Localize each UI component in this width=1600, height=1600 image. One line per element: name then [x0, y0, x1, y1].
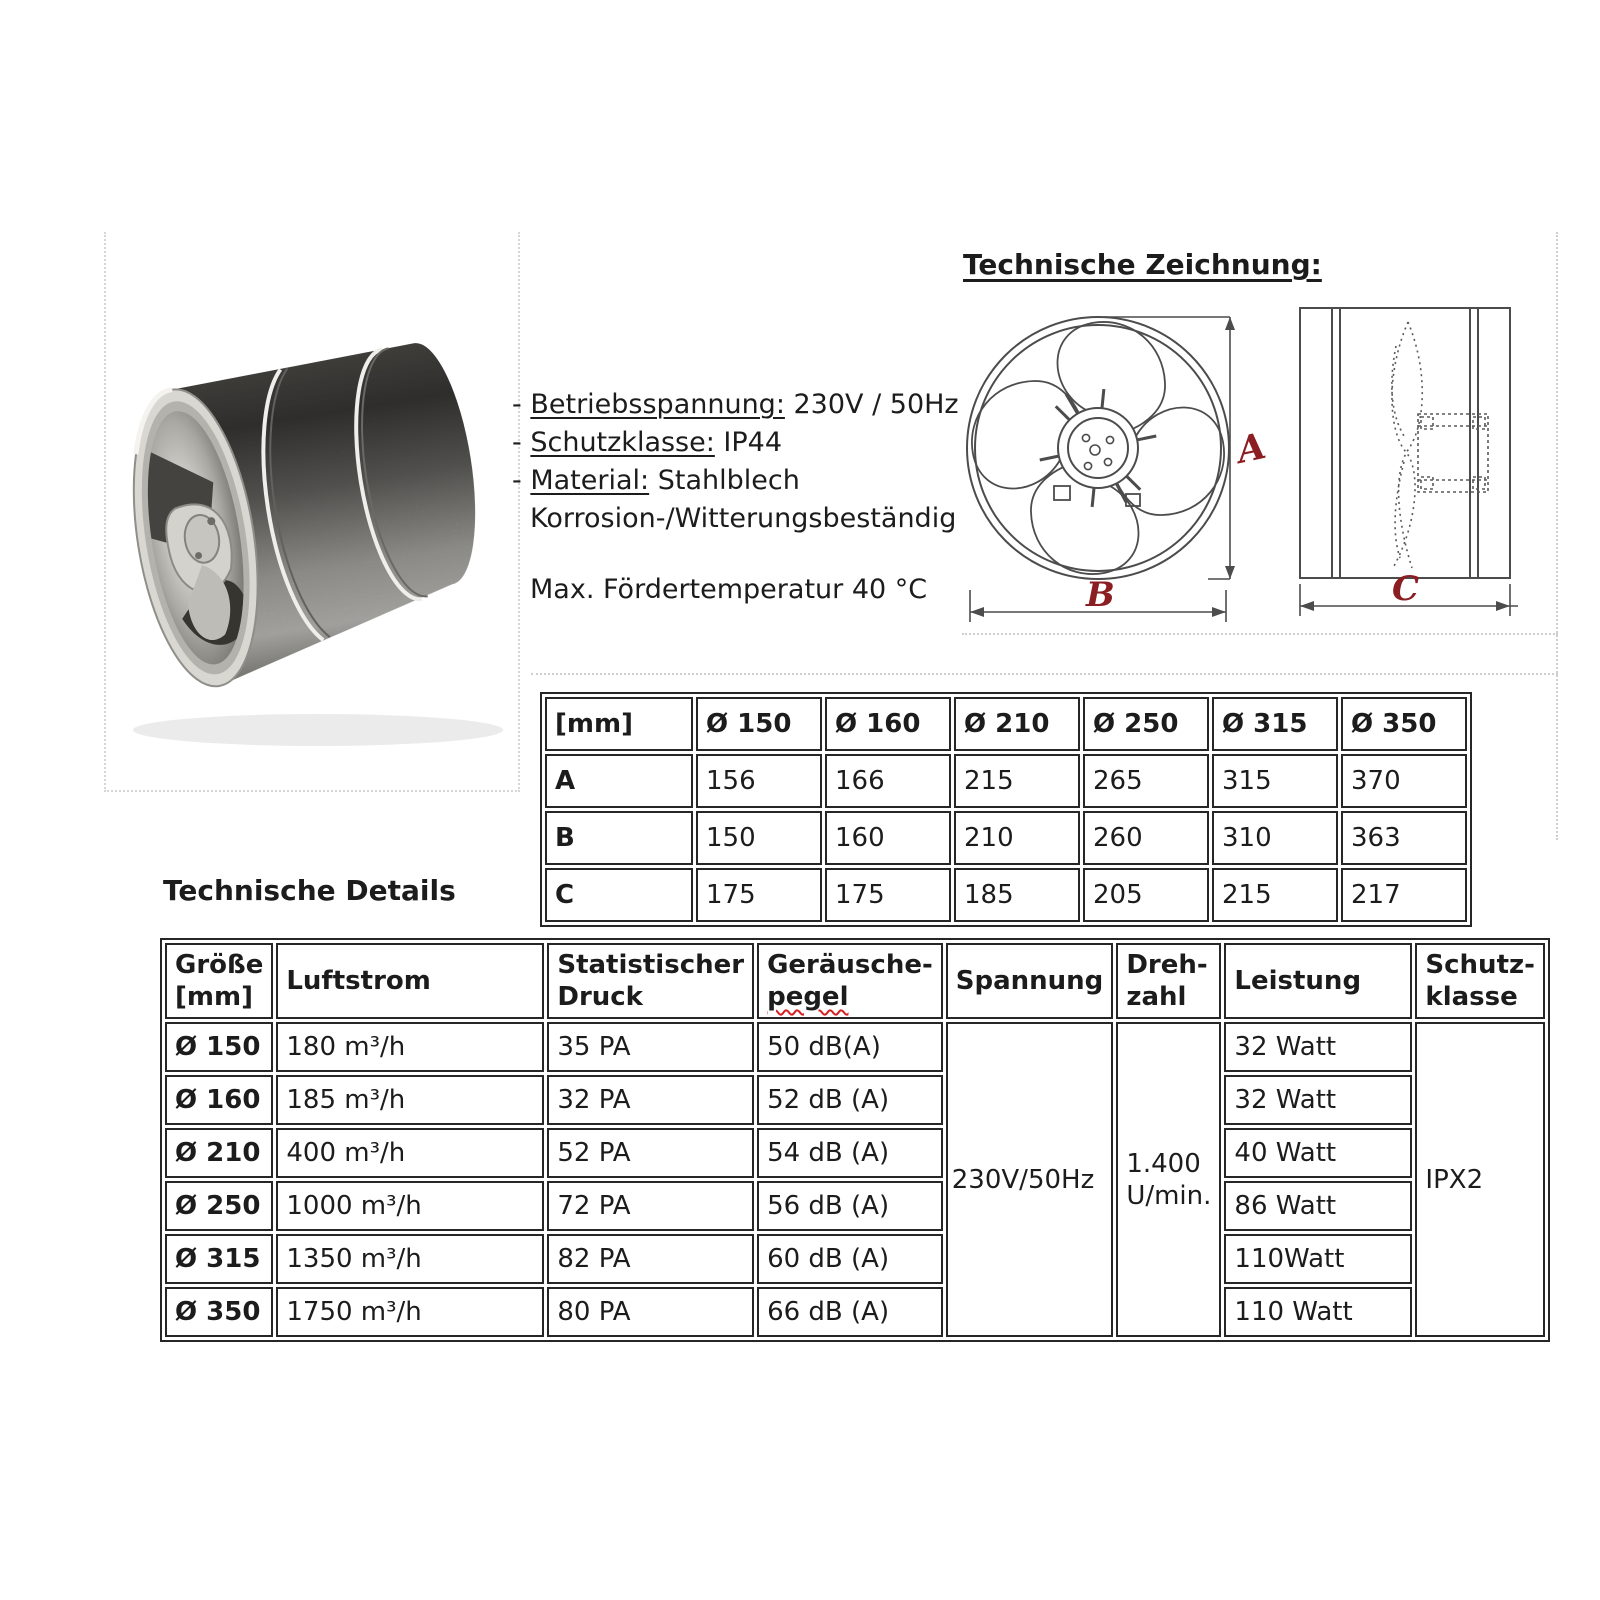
cell-noise: 50 dB(A) [757, 1022, 943, 1072]
table-cell: 363 [1341, 811, 1467, 865]
cell-airflow: 1350 m³/h [276, 1234, 544, 1284]
layout-guide-table-top [531, 673, 1558, 675]
cell-power: 32 Watt [1224, 1022, 1412, 1072]
table-row [165, 1075, 1545, 1125]
spec-voltage [512, 386, 982, 424]
cell-pressure: 80 PA [547, 1287, 754, 1337]
dimensions-table [540, 692, 1472, 927]
cell-airflow: 185 m³/h [276, 1075, 544, 1125]
header-cell: Ø 210 [954, 697, 1080, 751]
cell-noise: 56 dB (A) [757, 1181, 943, 1231]
cell-pressure: 82 PA [547, 1234, 754, 1284]
table-cell: 215 [954, 754, 1080, 808]
table-cell: 185 [954, 868, 1080, 922]
cell-voltage-merged: 230V/50Hz [946, 1022, 1114, 1337]
details-table [160, 938, 1550, 1342]
spec-material-value: Stahlblech [649, 465, 800, 496]
table-row [545, 754, 1467, 808]
spec-voltage-value: 230V / 50Hz [784, 389, 959, 420]
side-view-drawing [1288, 286, 1528, 636]
table-row [165, 1181, 1545, 1231]
header-cell-size: Größe [mm] [165, 943, 273, 1019]
cell-pressure: 35 PA [547, 1022, 754, 1072]
header-cell: Ø 150 [696, 697, 822, 751]
cell-power: 86 Watt [1224, 1181, 1412, 1231]
header-cell: Ø 315 [1212, 697, 1338, 751]
table-cell: 217 [1341, 868, 1467, 922]
table-cell: 215 [1212, 868, 1338, 922]
dimension-label-b: B [1086, 575, 1115, 615]
table-row [165, 1128, 1545, 1178]
layout-guide-right [1556, 232, 1558, 840]
cell-rpm-merged: 1.400 U/min. [1116, 1022, 1221, 1337]
spec-voltage-label: Betriebsspannung: [530, 389, 785, 420]
header-cell-airflow: Luftstrom [276, 943, 544, 1019]
spec-protection-label: Schutzklasse: [530, 427, 715, 458]
spec-max-temperature: Max. Fördertemperatur 40 °C [530, 574, 928, 605]
spec-material-label: Material: [530, 465, 650, 496]
cell-airflow: 1750 m³/h [276, 1287, 544, 1337]
table-cell: 370 [1341, 754, 1467, 808]
header-cell-rpm: Dreh- zahl [1116, 943, 1221, 1019]
cell-power: 110 Watt [1224, 1287, 1412, 1337]
spec-protection [512, 424, 982, 462]
table-cell: 156 [696, 754, 822, 808]
header-cell-protection: Schutz- klasse [1415, 943, 1545, 1019]
dimensions-header-row [545, 697, 1467, 751]
cell-size: Ø 210 [165, 1128, 273, 1178]
table-row [545, 868, 1467, 922]
cell-pressure: 32 PA [547, 1075, 754, 1125]
cell-power: 40 Watt [1224, 1128, 1412, 1178]
details-header-row [165, 943, 1545, 1019]
header-cell-pressure: Statistischer Druck [547, 943, 754, 1019]
header-cell: Ø 160 [825, 697, 951, 751]
header-cell: Ø 250 [1083, 697, 1209, 751]
cell-protection-merged: IPX2 [1415, 1022, 1545, 1337]
row-label: A [545, 754, 693, 808]
table-cell: 175 [825, 868, 951, 922]
table-row [545, 811, 1467, 865]
table-cell: 265 [1083, 754, 1209, 808]
table-row [165, 1022, 1545, 1072]
cell-power: 32 Watt [1224, 1075, 1412, 1125]
table-cell: 205 [1083, 868, 1209, 922]
spec-material [512, 462, 982, 500]
drawing-section-title: Technische Zeichnung: [963, 248, 1322, 281]
details-section-title: Technische Details [163, 874, 456, 907]
cell-size: Ø 350 [165, 1287, 273, 1337]
table-cell: 150 [696, 811, 822, 865]
table-cell: 160 [825, 811, 951, 865]
table-cell: 210 [954, 811, 1080, 865]
cell-size: Ø 250 [165, 1181, 273, 1231]
header-cell-noise: Geräusche- pegel [757, 943, 943, 1019]
table-cell: 166 [825, 754, 951, 808]
cell-pressure: 52 PA [547, 1128, 754, 1178]
cell-noise: 52 dB (A) [757, 1075, 943, 1125]
cell-size: Ø 315 [165, 1234, 273, 1284]
table-cell: 315 [1212, 754, 1338, 808]
cell-airflow: 180 m³/h [276, 1022, 544, 1072]
table-cell: 175 [696, 868, 822, 922]
header-cell-voltage: Spannung [946, 943, 1114, 1019]
cell-size: Ø 160 [165, 1075, 273, 1125]
front-view-drawing [958, 290, 1270, 640]
table-row [165, 1287, 1545, 1337]
product-photo-cell [104, 232, 520, 792]
spec-list [512, 386, 982, 609]
spec-dash: - [512, 389, 522, 420]
cell-noise: 66 dB (A) [757, 1287, 943, 1337]
table-cell: 260 [1083, 811, 1209, 865]
header-cell: Ø 350 [1341, 697, 1467, 751]
cell-size: Ø 150 [165, 1022, 273, 1072]
cell-power: 110Watt [1224, 1234, 1412, 1284]
spec-dash: - [512, 427, 522, 458]
header-cell-power: Leistung [1224, 943, 1412, 1019]
table-row [165, 1234, 1545, 1284]
header-cell: [mm] [545, 697, 693, 751]
cell-pressure: 72 PA [547, 1181, 754, 1231]
row-label: B [545, 811, 693, 865]
spec-protection-value: IP44 [714, 427, 783, 458]
product-photo [108, 298, 516, 768]
spec-material-continuation: Korrosion-/Witterungsbeständig [530, 503, 957, 534]
cell-noise: 54 dB (A) [757, 1128, 943, 1178]
spec-dash: - [512, 465, 522, 496]
dimension-label-a: A [1233, 424, 1270, 472]
cell-noise: 60 dB (A) [757, 1234, 943, 1284]
dimension-label-c: C [1392, 569, 1420, 609]
table-cell: 310 [1212, 811, 1338, 865]
cell-airflow: 400 m³/h [276, 1128, 544, 1178]
cell-airflow: 1000 m³/h [276, 1181, 544, 1231]
row-label: C [545, 868, 693, 922]
